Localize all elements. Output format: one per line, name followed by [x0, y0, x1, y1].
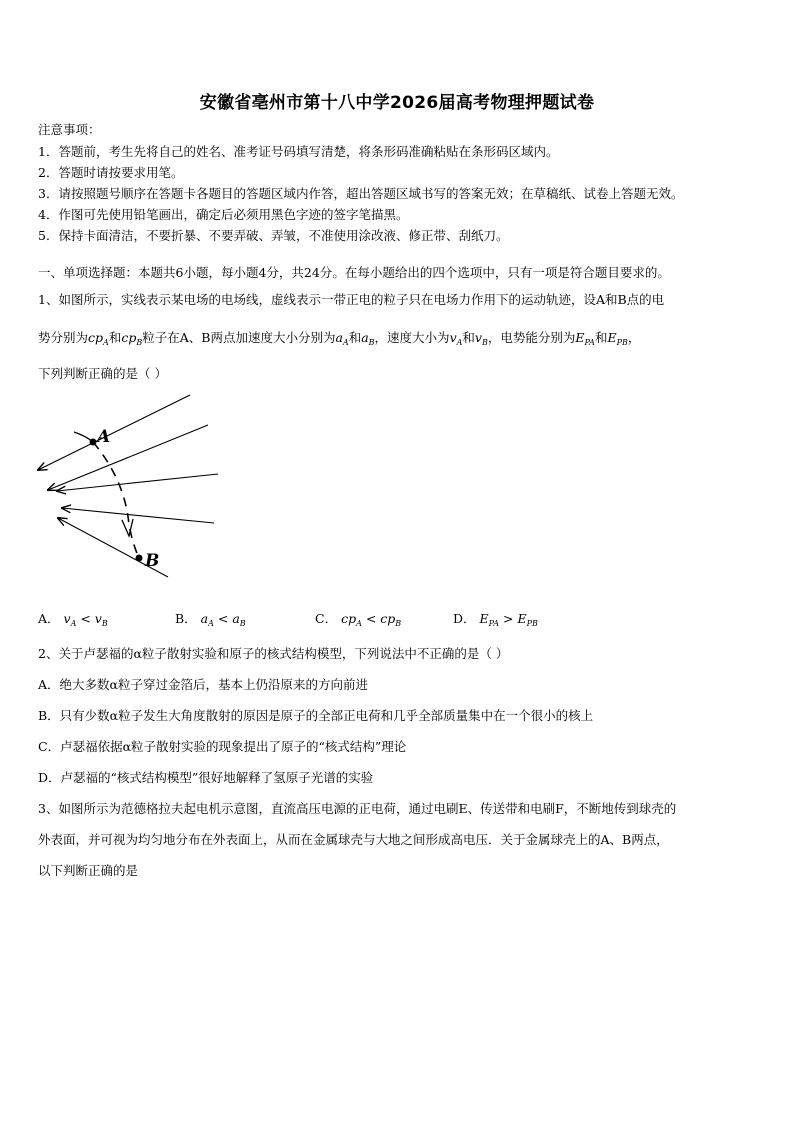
q1-option-b[interactable]: B． $a_A < a_B$ — [175, 611, 246, 628]
q3-stem-line3: 以下判断正确的是 — [38, 863, 139, 878]
notice-item: 1．答题前，考生先将自己的姓名、准考证号码填写清楚，将条形码准确粘贴在条形码区域内。 — [38, 144, 559, 159]
q1-stem-line1: 1、如图所示，实线表示某电场的电场线，虚线表示一带正电的粒子只在电场力作用下的运动轨迹，设A和B点的电 — [38, 292, 665, 307]
point-b-dot — [136, 555, 143, 562]
q1-option-a[interactable]: A． $v_A < v_B$ — [38, 611, 108, 628]
page-title: 安徽省亳州市第十八中学2026届高考物理押题试卷 — [199, 93, 595, 113]
notice-heading: 注意事项： — [38, 122, 101, 137]
q2-option-b[interactable]: B．只有少数α粒子发生大角度散射的原因是原子的全部正电荷和几乎全部质量集中在一个很小的核上 — [38, 708, 594, 723]
notice-item: 2．答题时请按要求用笔。 — [38, 165, 184, 180]
field-line — [48, 425, 208, 490]
q2-option-a[interactable]: A．绝大多数α粒子穿过金箔后，基本上仍沿原来的方向前进 — [38, 677, 368, 692]
point-a-dot — [90, 439, 97, 446]
q1-option-c[interactable]: C． $cp_A < cp_B$ — [315, 611, 402, 628]
point-a-label: A — [97, 427, 111, 447]
q2-stem: 2、关于卢瑟福的α粒子散射实验和原子的核式结构模型，下列说法中不正确的是（ ） — [38, 646, 509, 661]
notice-item: 5．保持卡面清洁，不要折暴、不要弄破、弄皱，不准使用涂改液、修正带、刮纸刀。 — [38, 228, 509, 243]
q3-stem-line2: 外表面，并可视为均匀地分布在外表面上，从而在金属球壳与大地之间形成高电压．关于金属球壳上的A、B两点， — [38, 832, 669, 847]
q2-option-d[interactable]: D．卢瑟福的“核式结构模型”很好地解释了氢原子光谱的实验 — [38, 770, 374, 785]
q1-stem-line3: 下列判断正确的是（ ） — [38, 366, 167, 381]
field-line — [62, 508, 214, 523]
q1-stem-line2: 势分别为$cp_A$和$cp_B$粒子在A、B两点加速度大小分别为$a_A$和$a_B$，速度大小为$v_A$和$v_B$，电势能分别为$E_{PA}$和$E_{PB}$， — [38, 330, 641, 347]
notice-item: 3．请按照题号顺序在答题卡各题目的答题区域内作答，超出答题区域书写的答案无效；在草稿纸、试卷上答题无效。 — [38, 186, 684, 201]
section-heading: 一、单项选择题：本题共6小题，每小题4分，共24分。在每小题给出的四个选项中，只有一项是符合题目要求的。 — [38, 265, 670, 280]
notice-item: 4．作图可先使用铅笔画出，确定后必须用黑色字迹的签字笔描黑。 — [38, 207, 409, 222]
field-line — [38, 395, 190, 470]
q1-option-d[interactable]: D． $E_{PA} > E_{PB}$ — [453, 611, 538, 628]
point-b-label: B — [145, 551, 160, 571]
q2-option-c[interactable]: C．卢瑟福依据α粒子散射实验的现象提出了原子的“核式结构”理论 — [38, 739, 407, 754]
q3-stem-line1: 3、如图所示为范德格拉夫起电机示意图，直流高压电源的正电荷，通过电刷E、传送带和电刷F，不断地传到球壳的 — [38, 801, 677, 816]
